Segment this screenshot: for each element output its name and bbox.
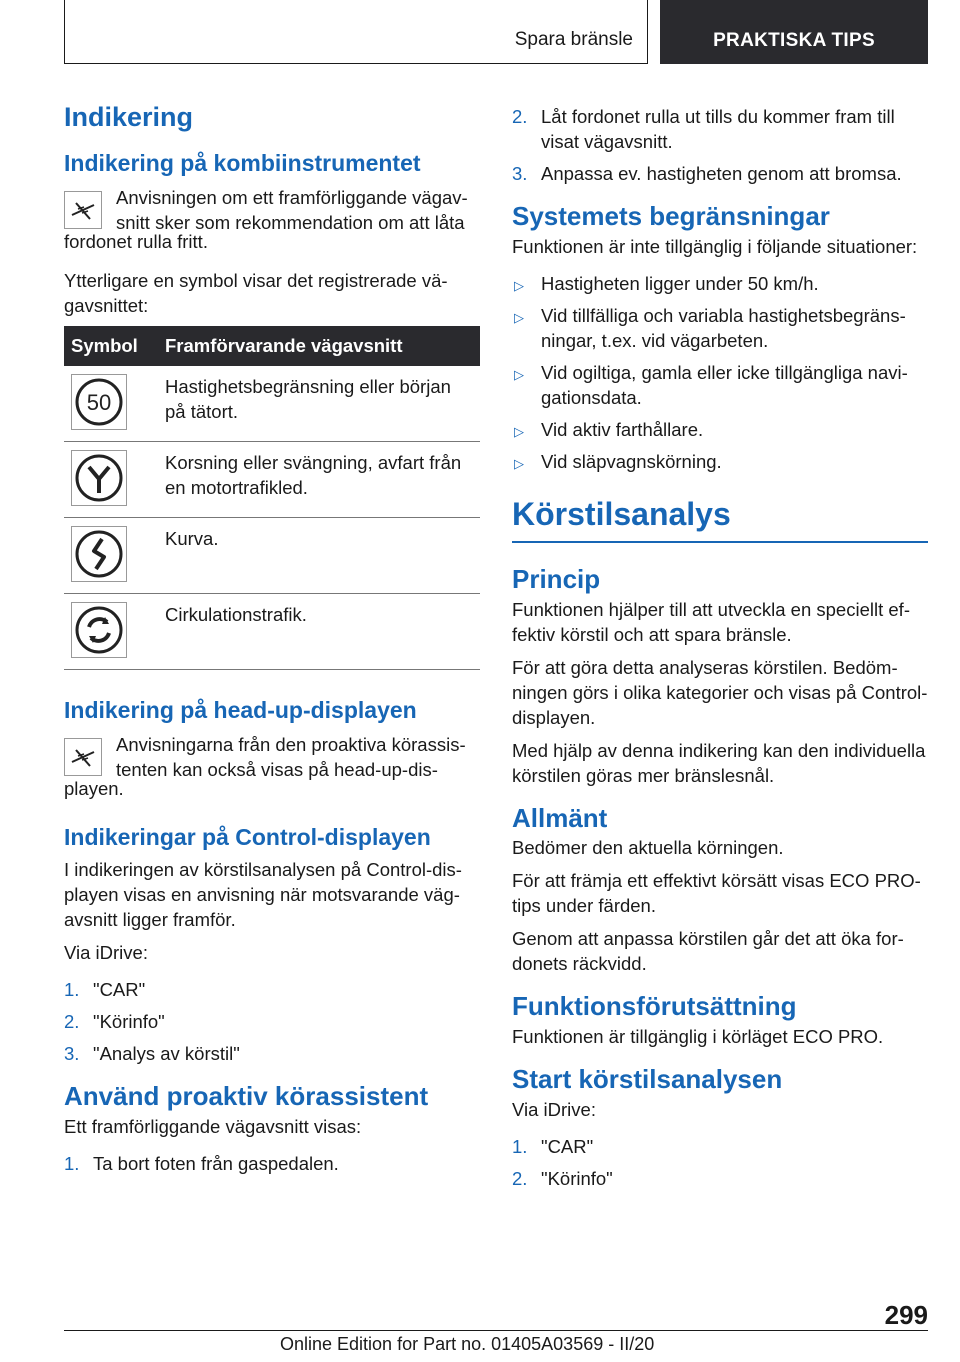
heading-korstil: Körstilsanalys: [512, 496, 928, 543]
list-item: 2. "Körinfo": [64, 1010, 165, 1032]
driving-assistant-icon: [64, 738, 102, 776]
table-row: [64, 593, 480, 669]
curve-icon: [71, 526, 127, 582]
list-item: 1. Ta bort foten från gaspedalen.: [64, 1152, 339, 1174]
chapter-title: PRAKTISKA TIPS: [713, 30, 875, 51]
princip-p3: Med hjälp av denna indikering kan den individuella körstilen göras mer bränslesnål.: [512, 739, 926, 786]
allmant-p2: För att främja ett effektivt körsätt visas ECO PRO-tips under färden.: [512, 870, 921, 917]
junction-icon: [71, 450, 127, 506]
limits-list: [512, 271, 928, 474]
col-desc: Framförvarande vägavsnitt: [158, 326, 480, 366]
triangle-bullet-icon: ▷: [514, 309, 524, 325]
table-row: [64, 441, 480, 517]
speed-limit-value: 50: [86, 389, 112, 415]
triangle-bullet-icon: ▷: [514, 423, 524, 439]
symbol-table: [64, 326, 480, 670]
chapter-tab: [660, 0, 928, 64]
heading-control: Indikeringar på Control-displayen: [64, 823, 431, 850]
row-text: Kurva.: [158, 517, 480, 593]
system-text: Funktionen är inte tillgänglig i följande situationer:: [512, 235, 918, 257]
list-item: 1. "CAR": [512, 1135, 594, 1157]
heading-indikering: Indikering: [64, 102, 194, 132]
triangle-bullet-icon: ▷: [514, 455, 524, 471]
via-text: Via iDrive:: [512, 1098, 596, 1120]
list-item: ▷ Vid tillfälliga och variabla hastighetsbegränsningar, t.ex. vid vägarbeten.: [514, 304, 906, 351]
via-text: Via iDrive:: [64, 941, 148, 963]
forut-text: Funktionen är tillgänglig i körläget ECO PRO.: [512, 1026, 884, 1048]
anvand-steps-cont: [512, 104, 928, 186]
page-header: [64, 0, 928, 64]
list-item: 2. "Körinfo": [512, 1167, 613, 1189]
table-row: [64, 517, 480, 593]
ytterligare-text: Ytterligare en symbol visar det registrerade vägavsnittet:: [64, 269, 448, 316]
note-hud: [64, 732, 480, 782]
note-kombi: [64, 185, 480, 235]
list-item: 1. "CAR": [64, 978, 146, 1000]
heading-kombi: Indikering på kombiinstrumentet: [64, 150, 421, 177]
triangle-bullet-icon: ▷: [514, 277, 524, 293]
left-column: [64, 100, 480, 1184]
col-symbol: Symbol: [64, 326, 158, 366]
table-header: [64, 326, 480, 366]
allmant-p1: Bedömer den aktuella körningen.: [512, 837, 784, 859]
driving-assistant-icon: [64, 191, 102, 229]
steps-list: [64, 977, 480, 1066]
row-text: Hastighetsbegränsning eller början på tätort.: [158, 366, 480, 442]
heading-princip: Princip: [512, 563, 601, 594]
section-tab: [64, 0, 648, 64]
heading-allmant: Allmänt: [512, 802, 608, 833]
edition-text: Online Edition for Part no. 01405A03569 - II/20: [280, 1334, 655, 1354]
list-item: ▷ Hastigheten ligger under 50 km/h.: [512, 271, 928, 296]
heading-start: Start körstilsanalysen: [512, 1064, 783, 1095]
right-column: [512, 104, 928, 1199]
heading-hud: Indikering på head-up-displayen: [64, 696, 417, 723]
table-row: [64, 366, 480, 442]
hud-note-text: Anvisningarna från den proaktiva körassistenten kan också visas på head-up-dis-: [116, 733, 466, 780]
hud-note-cont: playen.: [64, 777, 124, 799]
list-item: 2. Låt fordonet rulla ut tills du kommer fram till visat vägavsnitt.: [512, 106, 895, 152]
heading-anvand: Använd proaktiv körassistent: [64, 1080, 429, 1111]
allmant-p3: Genom att anpassa körstilen går det att öka fordonets räckvidd.: [512, 928, 904, 975]
page-number: 299: [884, 1300, 928, 1330]
princip-p1: Funktionen hjälper till att utveckla en speciellt effektiv körstil och att spara bränsle.: [512, 598, 910, 645]
row-text: Cirkulationstrafik.: [158, 593, 480, 669]
anvand-steps: [64, 1151, 480, 1176]
heading-system: Systemets begränsningar: [512, 201, 830, 231]
list-item: 3. "Analys av körstil": [64, 1042, 240, 1064]
footer-divider: [64, 1330, 928, 1331]
triangle-bullet-icon: ▷: [514, 366, 524, 382]
control-text: I indikeringen av körstilsanalysen på Control-displayen visas en anvisning när motsvarande vägavsnitt ligger framför.: [64, 858, 462, 930]
list-item: ▷ Vid ogiltiga, gamla eller icke tillgängliga navigationsdata.: [514, 361, 908, 408]
anvand-text: Ett framförliggande vägavsnitt visas:: [64, 1115, 362, 1137]
list-item: 3. Anpassa ev. hastigheten genom att bromsa.: [512, 163, 902, 184]
list-item: ▷ Vid släpvagnskörning.: [512, 449, 928, 474]
princip-p2: För att göra detta analyseras körstilen. Bedömningen görs i olika kategorier och visas på Control-displayen.: [512, 656, 928, 728]
kombi-note-cont: fordonet rulla fritt.: [64, 230, 208, 252]
list-item: ▷ Vid aktiv farthållare.: [512, 417, 928, 442]
roundabout-icon: [71, 602, 127, 658]
row-text: Korsning eller svängning, avfart från en motortrafikled.: [158, 441, 480, 517]
kombi-note-text: Anvisningen om ett framförliggande vägavsnitt sker som rekommendation om att låta: [116, 186, 468, 233]
heading-forut: Funktionsförutsättning: [512, 991, 797, 1022]
section-title: Spara bränsle: [514, 29, 633, 50]
speed-limit-50-icon: [71, 374, 127, 430]
start-steps: [512, 1134, 928, 1191]
